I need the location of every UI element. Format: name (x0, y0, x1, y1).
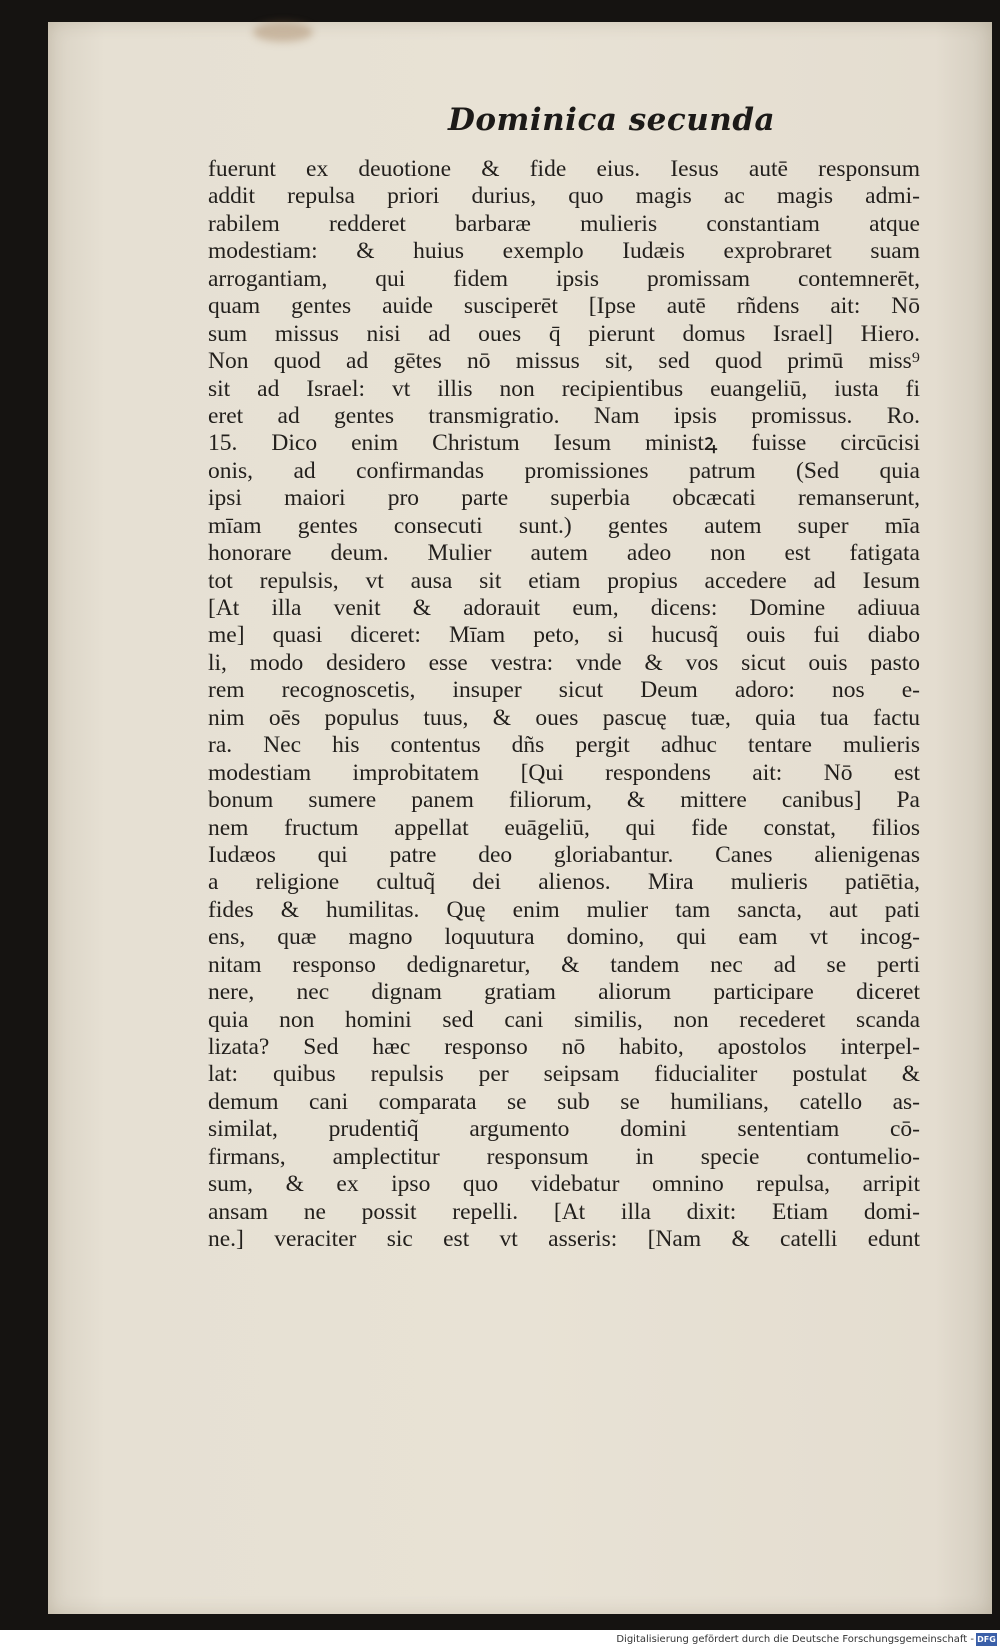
running-heading: Dominica secunda (448, 102, 776, 138)
body-text-block (208, 156, 920, 1254)
text-line: arrogantiam, qui fidem ipsis promissam contemnerēt, (208, 265, 920, 292)
text-line: Iudæos qui patre deo gloriabantur. Canes alienigenas (208, 841, 920, 868)
dfg-logo: DFG (977, 1635, 996, 1644)
text-line: bonum sumere panem filiorum, & mittere canibus] Pa (208, 787, 920, 814)
text-line: mīam gentes consecuti sunt.) gentes autem super mīa (208, 512, 920, 539)
text-line: li, modo desidero esse vestra: vnde & vos sicut ouis pasto (208, 649, 920, 676)
text-line: nim oēs populus tuus, & oues pascuę tuæ, quia tua factu (208, 704, 920, 731)
text-line: onis, ad confirmandas promissiones patrum (Sed quia (208, 457, 920, 484)
text-line: me] quasi diceret: Mīam peto, si hucusq̃ ouis fui diabo (208, 622, 920, 649)
text-line: lat: quibus repulsis per seipsam fiducialiter postulat & (208, 1061, 920, 1088)
footer-bar (0, 1630, 1000, 1651)
text-line: ens, quæ magno loquutura domino, qui eam vt incog- (208, 924, 920, 951)
text-line: lizata? Sed hæc responso nō habito, apostolos interpel- (208, 1034, 920, 1060)
text-line: honorare deum. Mulier autem adeo non est fatigata (208, 540, 920, 567)
text-line: quam gentes auide susciperēt [Ipse autē rñdens ait: Nō (208, 293, 920, 320)
text-line: nitam responso dedignaretur, & tandem nec ad se perti (208, 951, 920, 978)
paper-stain (253, 22, 313, 42)
text-line: ra. Nec his contentus dñs pergit adhuc tentare mulieris (208, 732, 920, 759)
text-line: tot repulsis, vt ausa sit etiam propius accedere ad Iesum (208, 567, 920, 594)
text-line: a religione cultuq̃ dei alienos. Mira mulieris patiētia, (208, 869, 920, 896)
text-line: Non quod ad gētes nō missus sit, sed quod primū miss⁹ (208, 348, 920, 375)
text-line: ipsi maiori pro parte superbia obcæcati remanserunt, (208, 485, 920, 512)
text-line: demum cani comparata se sub se humilians, catello as- (208, 1088, 920, 1115)
text-line: fides & humilitas. Quę enim mulier tam sancta, aut pati (208, 896, 920, 923)
text-line: quia non homini sed cani similis, non recederet scanda (208, 1006, 920, 1033)
text-line: modestiam: & huius exemplo Iudæis exprobraret suam (208, 238, 920, 265)
text-line: ansam ne possit repelli. [At illa dixit: Etiam domi- (208, 1198, 920, 1225)
text-line: modestiam improbitatem [Qui respondens ait: Nō est (208, 759, 920, 786)
text-line: sum missus nisi ad oues q̄ pierunt domus Israel] Hiero. (208, 320, 920, 347)
text-line: addit repulsa priori durius, quo magis ac magis admi- (208, 183, 920, 210)
text-line: nere, nec dignam gratiam aliorum participare diceret (208, 979, 920, 1006)
text-line: firmans, amplectitur responsum in specie contumelio- (208, 1143, 920, 1170)
text-line: nem fructum appellat euāgeliū, qui fide constat, filios (208, 814, 920, 841)
text-line: 15. Dico enim Christum Iesum ministꝝ fuisse circūcisi (208, 430, 920, 457)
text-line: similat, prudentiq̃ argumento domini sententiam cō- (208, 1116, 920, 1143)
text-line: rem recognoscetis, insuper sicut Deum adoro: nos e- (208, 677, 920, 704)
text-line: eret ad gentes transmigratio. Nam ipsis promissus. Ro. (208, 402, 920, 429)
text-line: sum, & ex ipso quo videbatur omnino repulsa, arripit (208, 1171, 920, 1198)
text-line: fuerunt ex deuotione & fide eius. Iesus autē responsum (208, 156, 920, 182)
text-line: sit ad Israel: vt illis non recipientibus euangeliū, iusta fi (208, 375, 920, 402)
funding-credit: Digitalisierung gefördert durch die Deutsche Forschungsgemeinschaft - (616, 1634, 974, 1645)
text-line: ne.] veraciter sic est vt asseris: [Nam & catelli edunt (208, 1226, 920, 1253)
text-line: [At illa venit & adorauit eum, dicens: Domine adiuua (208, 595, 920, 621)
text-line: rabilem redderet barbaræ mulieris constantiam atque (208, 210, 920, 237)
